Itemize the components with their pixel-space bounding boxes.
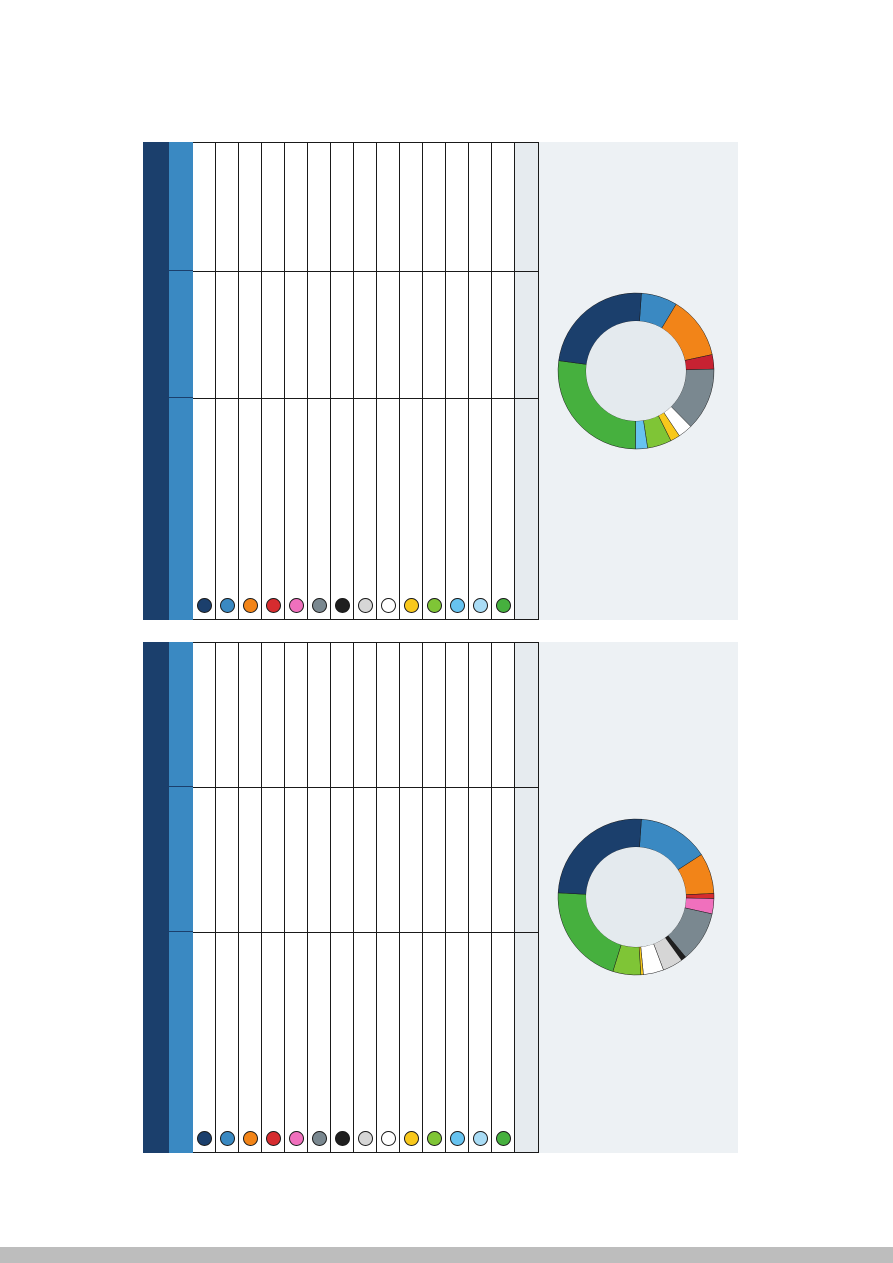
legend-dot-pink	[289, 598, 304, 613]
band-divider	[169, 786, 193, 787]
header-band-dark	[143, 642, 169, 1153]
legend-dot-sky-blue	[450, 1131, 465, 1146]
legend-dot-orange	[243, 1131, 258, 1146]
table-column-pale-blue	[469, 643, 492, 1152]
legend-dot-pink	[289, 1131, 304, 1146]
donut-hole	[586, 321, 686, 421]
legend-dot-red	[266, 1131, 281, 1146]
legend-dot-lime	[427, 598, 442, 613]
table-column-pale-blue	[469, 143, 492, 619]
table-column-orange	[239, 143, 262, 619]
table-column-lime	[423, 643, 446, 1152]
legend-dot-pale-blue	[473, 598, 488, 613]
table-column-spare	[515, 643, 538, 1152]
chart-area-bottom	[539, 642, 738, 1153]
chart-area-top	[539, 142, 738, 620]
legend-dot-dark-blue	[197, 598, 212, 613]
band-divider	[169, 397, 193, 398]
table-column-sky-blue	[446, 143, 469, 619]
header-band-mid	[169, 642, 193, 1153]
legend-dot-gray	[312, 598, 327, 613]
legend-dot-gray	[312, 1131, 327, 1146]
band-divider	[169, 931, 193, 932]
results-table-top	[193, 142, 539, 620]
table-column-light-gray	[354, 643, 377, 1152]
table-column-black	[331, 643, 354, 1152]
legend-dot-light-gray	[358, 1131, 373, 1146]
legend-dot-white	[381, 598, 396, 613]
table-column-lime	[423, 143, 446, 619]
table-column-white	[377, 643, 400, 1152]
legend-dot-yellow	[404, 1131, 419, 1146]
legend-dot-orange	[243, 598, 258, 613]
table-column-green	[492, 643, 515, 1152]
table-column-yellow	[400, 143, 423, 619]
legend-dot-dark-blue	[197, 1131, 212, 1146]
table-column-medium-blue	[216, 643, 239, 1152]
row-divider	[193, 398, 539, 399]
results-table-bottom	[193, 642, 539, 1153]
table-column-yellow	[400, 643, 423, 1152]
legend-dot-black	[335, 1131, 350, 1146]
table-column-white	[377, 143, 400, 619]
legend-dot-white	[381, 1131, 396, 1146]
band-divider	[169, 270, 193, 271]
legend-dot-yellow	[404, 598, 419, 613]
results-panel-top	[143, 142, 738, 620]
legend-dot-sky-blue	[450, 598, 465, 613]
legend-dot-lime	[427, 1131, 442, 1146]
table-column-gray	[308, 643, 331, 1152]
row-divider	[193, 787, 539, 788]
table-column-pink	[285, 143, 308, 619]
table-column-sky-blue	[446, 643, 469, 1152]
legend-dot-medium-blue	[220, 598, 235, 613]
legend-dot-green	[496, 598, 511, 613]
legend-dot-red	[266, 598, 281, 613]
table-column-dark-blue	[193, 143, 216, 619]
header-band-mid	[169, 142, 193, 620]
legend-dot-pale-blue	[473, 1131, 488, 1146]
legend-dot-black	[335, 598, 350, 613]
table-column-dark-blue	[193, 643, 216, 1152]
table-column-orange	[239, 643, 262, 1152]
footer-bar	[0, 1247, 893, 1263]
legend-dot-green	[496, 1131, 511, 1146]
donut-hole	[586, 847, 686, 947]
donut-chart-bottom	[539, 642, 738, 1153]
table-column-light-gray	[354, 143, 377, 619]
results-panel-bottom	[143, 642, 738, 1153]
table-column-medium-blue	[216, 143, 239, 619]
legend-dot-light-gray	[358, 598, 373, 613]
legend-dot-medium-blue	[220, 1131, 235, 1146]
table-column-red	[262, 143, 285, 619]
header-band-dark	[143, 142, 169, 620]
table-column-red	[262, 643, 285, 1152]
donut-chart-top	[539, 142, 738, 620]
row-divider	[193, 932, 539, 933]
table-column-black	[331, 143, 354, 619]
table-column-gray	[308, 143, 331, 619]
table-column-spare	[515, 143, 538, 619]
row-divider	[193, 271, 539, 272]
table-column-pink	[285, 643, 308, 1152]
table-column-green	[492, 143, 515, 619]
